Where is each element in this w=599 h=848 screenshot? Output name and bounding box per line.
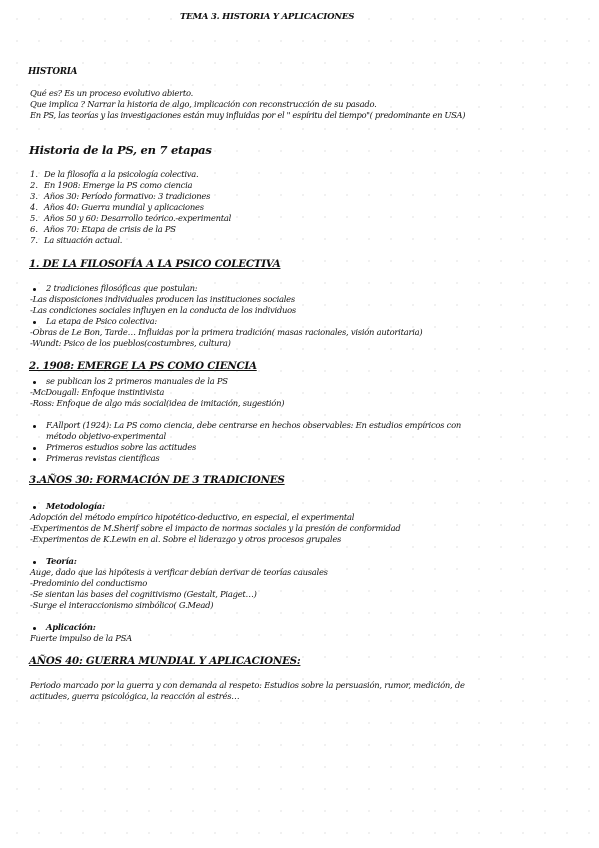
bullet-item: Primeros estudios sobre las actitudes [46,442,197,452]
list-number: 6. [30,224,38,234]
list-number: 7. [30,235,38,245]
bullet-icon [33,447,36,450]
bullet-icon [33,425,36,428]
body-line: -Wundt: Psico de los pueblos(costumbres, cultura) [30,338,231,348]
body-line: actitudes, guerra psicológica, la reacción al estrés… [30,691,240,701]
list-item: Años 50 y 60: Desarrollo teórico.-experimental [44,213,232,223]
list-number: 2. [30,180,38,190]
bullet-item: 2 tradiciones filosóficas que postulan: [46,283,198,293]
section-2-heading: 2. 1908: EMERGE LA PS COMO CIENCIA [29,360,257,372]
bullet-icon [33,321,36,324]
historia-line: Que implica ? Narrar la historia de algo, implicación con reconstrucción de su pasado. [30,99,377,109]
body-line: Auge, dado que las hipótesis a verificar debían derivar de teorías causales [30,567,328,577]
bullet-icon [33,381,36,384]
bullet-icon [33,561,36,564]
bullet-icon [33,506,36,509]
section-3-heading: 3.AÑOS 30: FORMACIÓN DE 3 TRADICIONES [29,474,285,486]
list-item: Años 30: Período formativo: 3 tradiciones [44,191,211,201]
teoria-label: Teoría: [46,556,77,566]
body-line: Fuerte impulso de la PSA [30,633,132,643]
document-title: TEMA 3. HISTORIA Y APLICACIONES [180,12,355,22]
body-line: -Las condiciones sociales influyen en la conducta de los individuos [30,305,296,315]
body-line: -McDougall: Enfoque instintivista [30,387,165,397]
body-line: -Experimentos de K.Lewin en al. Sobre el liderazgo y otros procesos grupales [30,534,342,544]
list-item: De la filosofía a la psicología colectiva. [44,169,199,179]
body-line: -Obras de Le Bon, Tarde… Influidas por la primera tradición( masas racionales, visión autoritaria) [30,327,423,337]
list-number: 4. [30,202,38,212]
section-4-heading: AÑOS 40: GUERRA MUNDIAL Y APLICACIONES: [29,655,301,667]
body-line: -Experimentos de M.Sherif sobre el impacto de normas sociales y la presión de conformidad [30,523,401,533]
historia-line: Qué es? Es un proceso evolutivo abierto. [30,88,194,98]
list-item: La situación actual. [44,235,123,245]
bullet-item: Primeras revistas científicas [46,453,160,463]
body-line: -Se sientan las bases del cognitivismo (Gestalt, Piaget…) [30,589,257,599]
historia-heading: HISTORIA [28,67,78,77]
body-line: Adopción del método empírico hipotético-deductivo, en especial, el experimental [30,512,355,522]
list-item: Años 40: Guerra mundial y aplicaciones [44,202,204,212]
metodologia-label: Metodología: [46,501,105,511]
body-line: -Las disposiciones individuales producen las instituciones sociales [30,294,295,304]
bullet-item: se publican los 2 primeros manuales de la PS [46,376,228,386]
list-number: 3. [30,191,38,201]
list-item: Años 70: Etapa de crisis de la PS [44,224,176,234]
body-line: -Surge el interaccionismo simbólico( G.Mead) [30,600,214,610]
aplicacion-label: Aplicación: [46,622,96,632]
historia-line: En PS, las teorías y las investigaciones están muy influidas por el " espíritu del tiempo"( predominante en USA) [30,110,466,120]
body-line: -Predominio del conductismo [30,578,148,588]
bullet-item: F.Allport (1924): La PS como ciencia, debe centrarse en hechos observables: En estudios empíricos con [46,420,462,430]
bullet-icon [33,627,36,630]
body-line: Periodo marcado por la guerra y con demanda al respeto: Estudios sobre la persuasión, rumor, medición, de [30,680,465,690]
list-number: 1. [30,169,38,179]
bullet-icon [33,288,36,291]
bullet-item: La etapa de Psico colectiva: [46,316,157,326]
bullet-item-continued: método objetivo-experimental [46,431,166,441]
section-1-heading: 1. DE LA FILOSOFÍA A LA PSICO COLECTIVA [29,258,281,270]
list-number: 5. [30,213,38,223]
etapas-heading: Historia de la PS, en 7 etapas [29,143,212,157]
body-line: -Ross: Enfoque de algo más social(idea de imitación, sugestión) [30,398,285,408]
list-item: En 1908: Emerge la PS como ciencia [44,180,193,190]
bullet-icon [33,458,36,461]
